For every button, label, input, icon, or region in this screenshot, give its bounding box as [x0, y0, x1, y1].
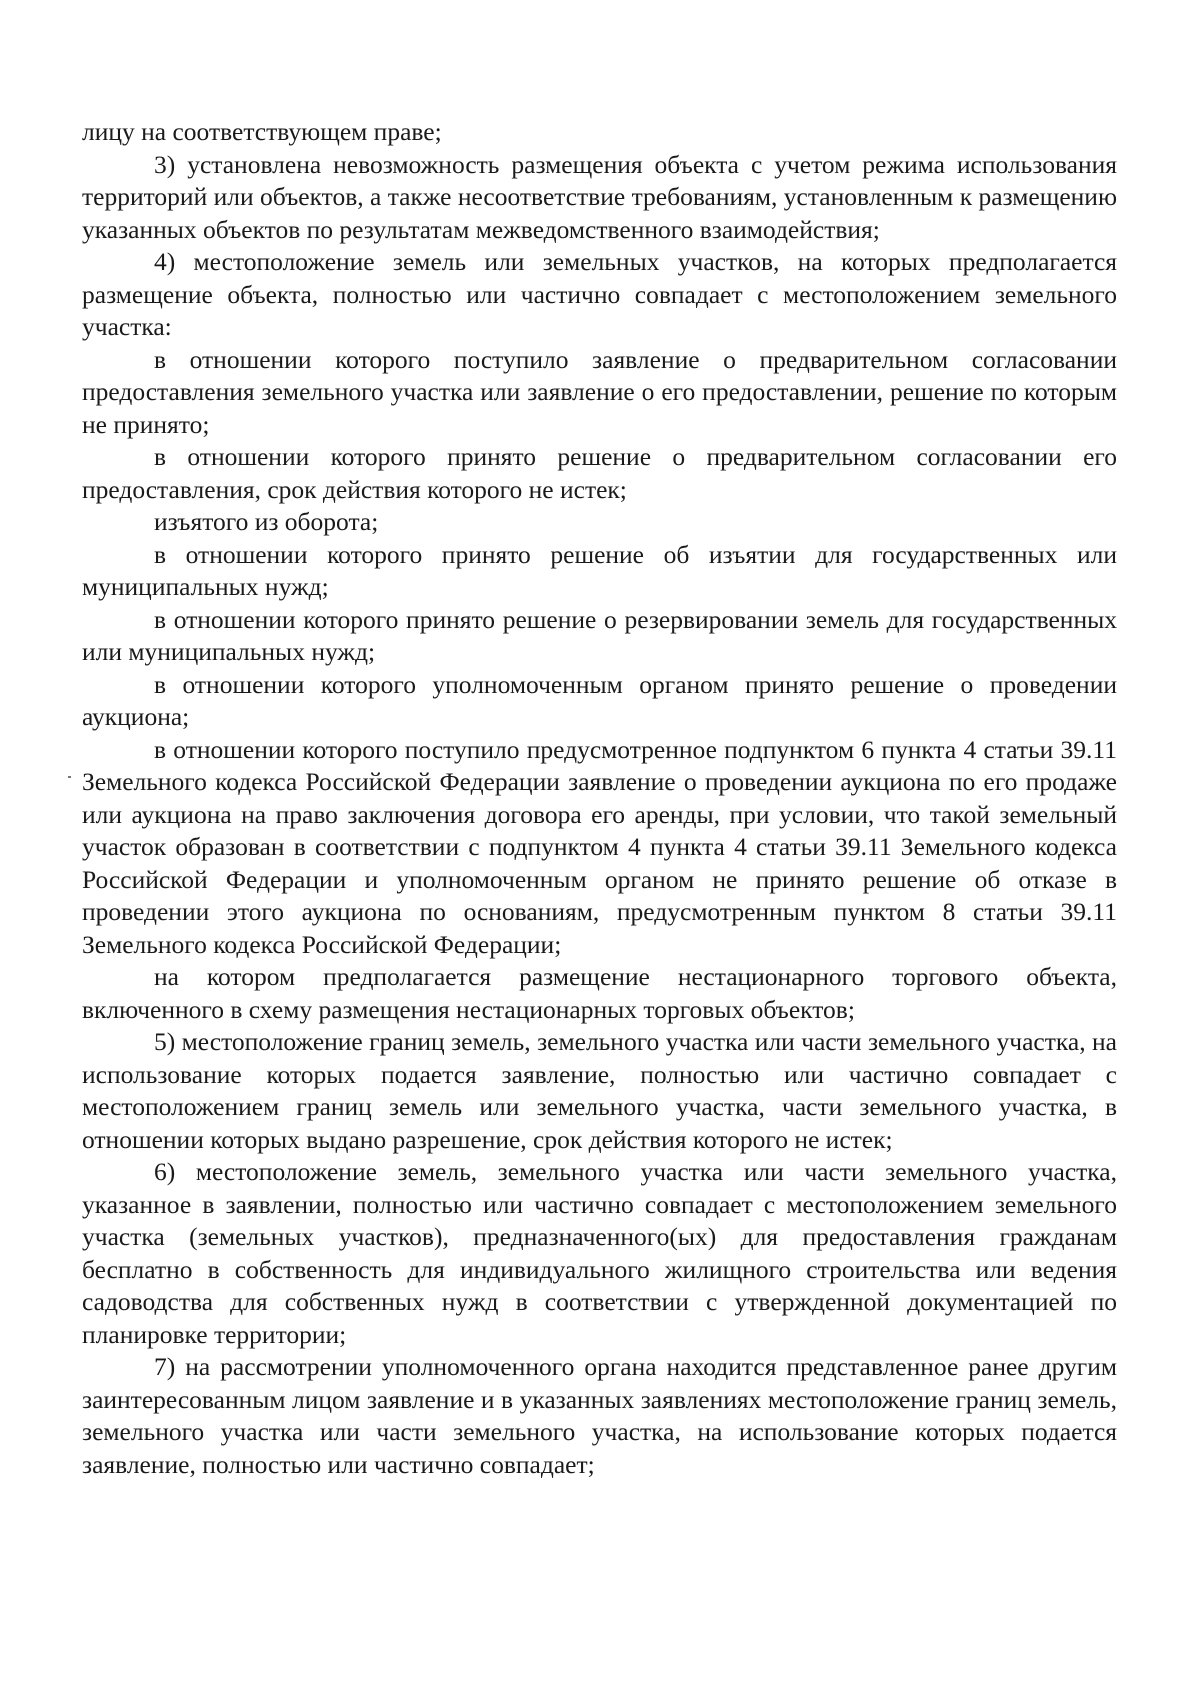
paragraph: лицу на соответствующем праве; — [82, 117, 442, 146]
paragraph: в отношении которого поступило заявление о предварительном согласовании предоставления земельного участка или заявление о его предоставлении, решение по которым не принято; — [82, 344, 1117, 439]
paragraph-item-4: 4) местоположение земель или земельных участков, на которых предполагается размещение объекта, полностью или частично совпадает с местоположением земельного участка: — [82, 247, 1117, 341]
paragraph-item-6: 6) местоположение земель, земельного участка или части земельного участка, указанное в заявлении, полностью или частично совпадает с местоположением земельного участка (земельных участков), предназначенного(ых) для предоставления гражданам бесплатно в собственность для индивидуального жилищного строительства или ведения садоводства для собственных нужд в соответствии с утвержденной документацией по планировке территории; — [82, 1157, 1117, 1349]
paragraph: в отношении которого принято решение об изъятии для государственных или муниципальных нужд; — [82, 539, 1117, 601]
paragraph: в отношении которого поступило предусмотренное подпунктом 6 пункта 4 статьи 39.11 Земельного кодекса Российской Федерации заявление о проведении аукциона по его продаже или аукциона на право заключения договора его аренды, при условии, что такой земельный участок образован в соответствии с подпунктом 4 пункта 4 статьи 39.11 Земельного кодекса Российской Федерации и уполномоченным органом не принято решение об отказе в проведении этого аукциона по основаниям, предусмотренным пунктом 8 статьи 39.11 Земельного кодекса Российской Федерации; — [82, 734, 1117, 959]
paragraph-item-7: 7) на рассмотрении уполномоченного органа находится представленное ранее другим заинтересованным лицом заявление и в указанных заявлениях местоположение границ земель, земельного участка или части земельного участка, на использование которых подается заявление, полностью или частично совпадает; — [82, 1352, 1117, 1479]
scan-artifact — [68, 776, 71, 778]
document-body — [82, 116, 1117, 1481]
paragraph: на котором предполагается размещение нестационарного торгового объекта, включенного в схему размещения нестационарных торговых объектов; — [82, 962, 1117, 1024]
paragraph: в отношении которого принято решение о резервировании земель для государственных или муниципальных нужд; — [82, 604, 1117, 666]
paragraph: изъятого из оборота; — [154, 507, 379, 536]
paragraph: в отношении которого принято решение о предварительном согласовании его предоставления, срок действия которого не истек; — [82, 442, 1117, 504]
paragraph: в отношении которого уполномоченным органом принято решение о проведении аукциона; — [82, 669, 1117, 731]
paragraph-item-3: 3) установлена невозможность размещения объекта с учетом режима использования территорий или объектов, а также несоответствие требованиям, установленным к размещению указанных объектов по результатам межведомственного взаимодействия; — [82, 149, 1117, 244]
paragraph-item-5: 5) местоположение границ земель, земельного участка или части земельного участка, на использование которых подается заявление, полностью или частично совпадает с местоположением границ земель или земельного участка, части земельного участка, в отношении которых выдано разрешение, срок действия которого не истек; — [82, 1027, 1117, 1154]
